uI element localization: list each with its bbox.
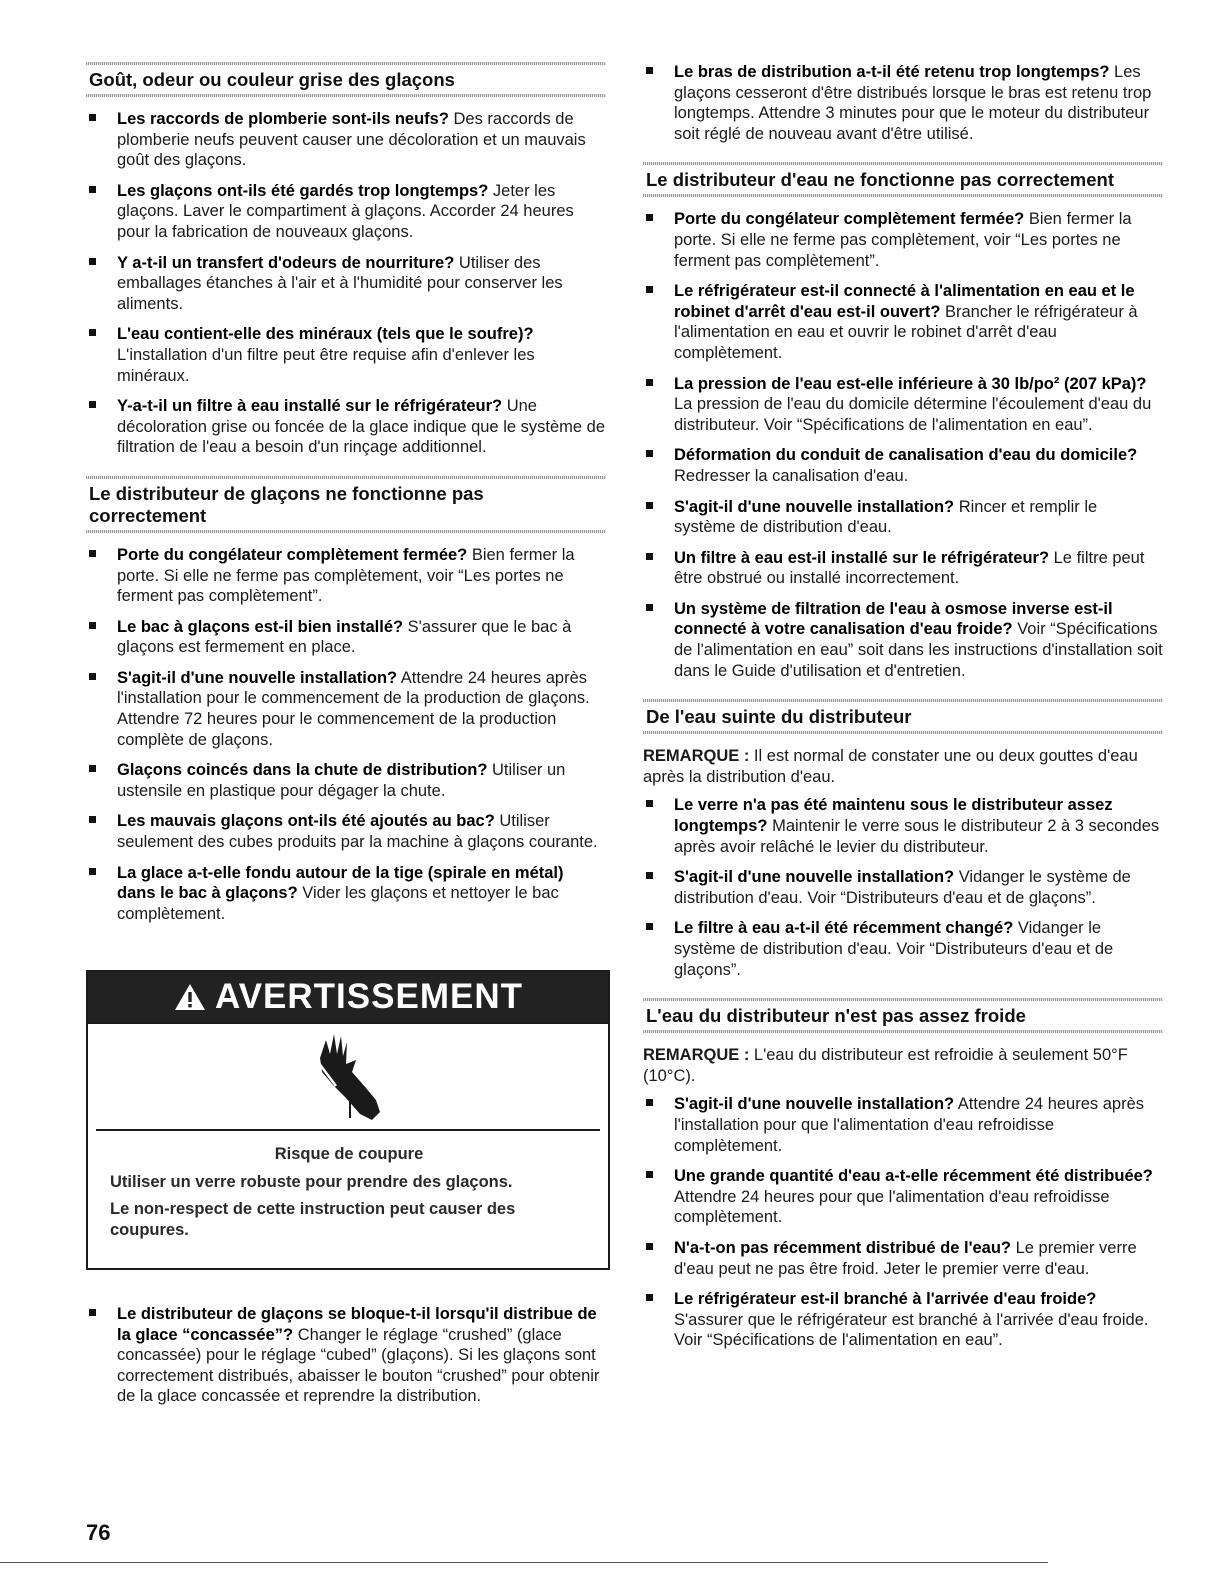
section-title: Goût, odeur ou couleur grise des glaçons bbox=[89, 69, 455, 90]
list-item: Y a-t-il un transfert d'odeurs de nourriture? Utiliser des emballages étanches à l'air et à l'humidité pour conserver les aliments. bbox=[86, 253, 606, 315]
section-title: Le distributeur d'eau ne fonctionne pas correctement bbox=[646, 169, 1115, 191]
bullet-icon bbox=[89, 258, 96, 265]
bullet-icon bbox=[646, 923, 653, 930]
bullet-icon bbox=[646, 553, 653, 560]
bullet-icon bbox=[89, 673, 96, 680]
section-header-water-not-cold bbox=[643, 998, 1163, 1033]
warning-box bbox=[86, 970, 610, 1270]
bullet-icon bbox=[646, 286, 653, 293]
warning-title: Risque de coupure bbox=[274, 1145, 424, 1163]
list-item: Un système de filtration de l'eau à osmose inverse est-il connecté à votre canalisation d'eau froide? Voir “Spécifications de l'alimentation en eau” soit dans les instructions d'installation soit dans le Guide d'utilisation et d'entretien. bbox=[643, 599, 1163, 681]
list-item: Le verre n'a pas été maintenu sous le distributeur assez longtemps? Maintenir le verre sous le distributeur 2 à 3 secondes après avoir relâché le levier du distributeur. bbox=[643, 795, 1163, 857]
list-item: S'agit-il d'une nouvelle installation? Vidanger le système de distribution d'eau. Voir “Distributeurs d'eau et de glaçons”. bbox=[643, 867, 1163, 908]
warning-consequence: Le non-respect de cette instruction peut causer des coupures. bbox=[110, 1200, 516, 1239]
bullet-icon bbox=[646, 800, 653, 807]
list-item: Le réfrigérateur est-il branché à l'arrivée d'eau froide? S'assurer que le réfrigérateur est branché à l'arrivée d'eau froide. Voir “Spécifications de l'alimentation en eau”. bbox=[643, 1289, 1163, 1351]
bullet-icon bbox=[89, 765, 96, 772]
bottom-rule bbox=[0, 1562, 1048, 1563]
left-column-continued bbox=[86, 1304, 606, 1417]
list-item: Le filtre à eau a-t-il été récemment changé? Vidanger le système de distribution d'eau. Voir “Distributeurs d'eau et de glaçons”. bbox=[643, 918, 1163, 980]
section-header-ice-dispenser bbox=[86, 476, 606, 533]
section-header-water-leak bbox=[643, 699, 1163, 734]
list-item: Le réfrigérateur est-il connecté à l'alimentation en eau et le robinet d'arrêt d'eau est-il ouvert? Brancher le réfrigérateur à l'alimentation en eau et ouvrir le robinet d'arrêt d'eau complètement. bbox=[643, 281, 1163, 363]
bullet-icon bbox=[646, 1294, 653, 1301]
bullet-icon bbox=[646, 1243, 653, 1250]
bullet-icon bbox=[646, 214, 653, 221]
section-rule bbox=[643, 731, 1163, 734]
section-title: Le distributeur de glaçons ne fonctionne pas correctement bbox=[89, 482, 484, 526]
list-item: S'agit-il d'une nouvelle installation? Attendre 24 heures après l'installation pour le commencement de la production de glaçons. Attendre 72 heures pour le commencement de la production complète de glaçons. bbox=[86, 668, 606, 750]
list-item: Le distributeur de glaçons se bloque-t-il lorsqu'il distribue de la glace “concassée”? Changer le réglage “crushed” (glace concassée) pour le réglage “cubed” (glaçons). Si les glaçons sont correctement distribués, abaisser le bouton “crushed” pour obtenir de la glace concassée et reprendre la distribution. bbox=[86, 1304, 606, 1407]
list-item: Les mauvais glaçons ont-ils été ajoutés au bac? Utiliser seulement des cubes produits par la machine à glaçons courante. bbox=[86, 811, 606, 852]
section-rule bbox=[86, 530, 606, 533]
list-item: Le bac à glaçons est-il bien installé? S'assurer que le bac à glaçons est fermement en place. bbox=[86, 617, 606, 658]
list-item: Porte du congélateur complètement fermée? Bien fermer la porte. Si elle ne ferme pas complètement, voir “Les portes ne ferment pas complètement”. bbox=[86, 545, 606, 607]
list-item: N'a-t-on pas récemment distribué de l'eau? Le premier verre d'eau peut ne pas être froid. Jeter le premier verre d'eau. bbox=[643, 1238, 1163, 1279]
list-item: Déformation du conduit de canalisation d'eau du domicile? Redresser la canalisation d'eau. bbox=[643, 445, 1163, 486]
bullet-icon bbox=[89, 868, 96, 875]
bullet-icon bbox=[89, 401, 96, 408]
section-rule bbox=[643, 194, 1163, 197]
section-rule bbox=[643, 1030, 1163, 1033]
section-title: L'eau du distributeur n'est pas assez froide bbox=[646, 1005, 1026, 1027]
bullet-icon bbox=[646, 604, 653, 611]
warning-picture bbox=[88, 1024, 608, 1129]
list-item: Le bras de distribution a-t-il été retenu trop longtemps? Les glaçons cesseront d'être distribués lorsque le bras est retenu trop longtemps. Attendre 3 minutes pour que le moteur du distributeur soit réglé de nouveau avant d'être utilisé. bbox=[643, 62, 1163, 144]
section-rule bbox=[86, 94, 606, 97]
section-header-taste-odor bbox=[86, 62, 606, 97]
list-item: Un filtre à eau est-il installé sur le réfrigérateur? Le filtre peut être obstrué ou installé incorrectement. bbox=[643, 548, 1163, 589]
list-item: Glaçons coincés dans la chute de distribution? Utiliser un ustensile en plastique pour dégager la chute. bbox=[86, 760, 606, 801]
list-item: Les glaçons ont-ils été gardés trop longtemps? Jeter les glaçons. Laver le compartiment à glaçons. Accorder 24 heures pour la fabrication de nouveaux glaçons. bbox=[86, 181, 606, 243]
bullet-icon bbox=[89, 186, 96, 193]
list-item: La pression de l'eau est-elle inférieure à 30 lb/po² (207 kPa)? La pression de l'eau du domicile détermine l'écoulement d'eau du distributeur. Voir “Spécifications de l'alimentation en eau”. bbox=[643, 374, 1163, 436]
bullet-icon bbox=[89, 114, 96, 121]
cut-hand-icon bbox=[306, 1030, 386, 1124]
list-item: Les raccords de plomberie sont-ils neufs? Des raccords de plomberie neufs peuvent causer une décoloration et un mauvais goût des glaçons. bbox=[86, 109, 606, 171]
bullet-icon bbox=[89, 550, 96, 557]
list-item: L'eau contient-elle des minéraux (tels que le soufre)? L'installation d'un filtre peut être requise afin d'enlever les minéraux. bbox=[86, 324, 606, 386]
bullet-icon bbox=[646, 502, 653, 509]
section-header-water-dispenser bbox=[643, 162, 1163, 197]
bullet-icon bbox=[89, 622, 96, 629]
section-title: De l'eau suinte du distributeur bbox=[646, 706, 912, 728]
bullet-icon bbox=[646, 872, 653, 879]
list-item: La glace a-t-elle fondu autour de la tige (spirale en métal) dans le bac à glaçons? Vider les glaçons et nettoyer le bac complètement. bbox=[86, 863, 606, 925]
warning-banner bbox=[88, 972, 608, 1024]
bullet-icon bbox=[646, 67, 653, 74]
list-item: S'agit-il d'une nouvelle installation? Rincer et remplir le système de distribution d'eau. bbox=[643, 497, 1163, 538]
note: REMARQUE : L'eau du distributeur est refroidie à seulement 50°F (10°C). bbox=[643, 1046, 1128, 1085]
list-item: S'agit-il d'une nouvelle installation? Attendre 24 heures après l'installation pour que l'alimentation d'eau refroidisse complètement. bbox=[643, 1094, 1163, 1156]
bullet-icon bbox=[646, 1099, 653, 1106]
warning-body bbox=[88, 1131, 608, 1241]
bullet-icon bbox=[89, 1309, 96, 1316]
list-item: Y-a-t-il un filtre à eau installé sur le réfrigérateur? Une décoloration grise ou foncée de la glace indique que le système de filtration de l'eau a besoin d'un rinçage additionnel. bbox=[86, 396, 606, 458]
bullet-icon bbox=[89, 329, 96, 336]
bullet-icon bbox=[646, 450, 653, 457]
right-column bbox=[643, 62, 1163, 1361]
warning-instruction: Utiliser un verre robuste pour prendre des glaçons. bbox=[110, 1173, 513, 1191]
note: REMARQUE : Il est normal de constater une ou deux gouttes d'eau après la distribution d'eau. bbox=[643, 747, 1138, 786]
bullet-icon bbox=[646, 1171, 653, 1178]
warning-banner-text: AVERTISSEMENT bbox=[215, 977, 523, 1016]
page-number: 76 bbox=[86, 1520, 111, 1545]
list-item: Une grande quantité d'eau a-t-elle récemment été distribuée? Attendre 24 heures pour que l'alimentation d'eau refroidisse complètement. bbox=[643, 1166, 1163, 1228]
warning-triangle-icon bbox=[173, 982, 207, 1012]
bullet-icon bbox=[646, 379, 653, 386]
left-column bbox=[86, 62, 606, 934]
bullet-icon bbox=[89, 816, 96, 823]
list-item: Porte du congélateur complètement fermée? Bien fermer la porte. Si elle ne ferme pas complètement, voir “Les portes ne ferment pas complètement”. bbox=[643, 209, 1163, 271]
